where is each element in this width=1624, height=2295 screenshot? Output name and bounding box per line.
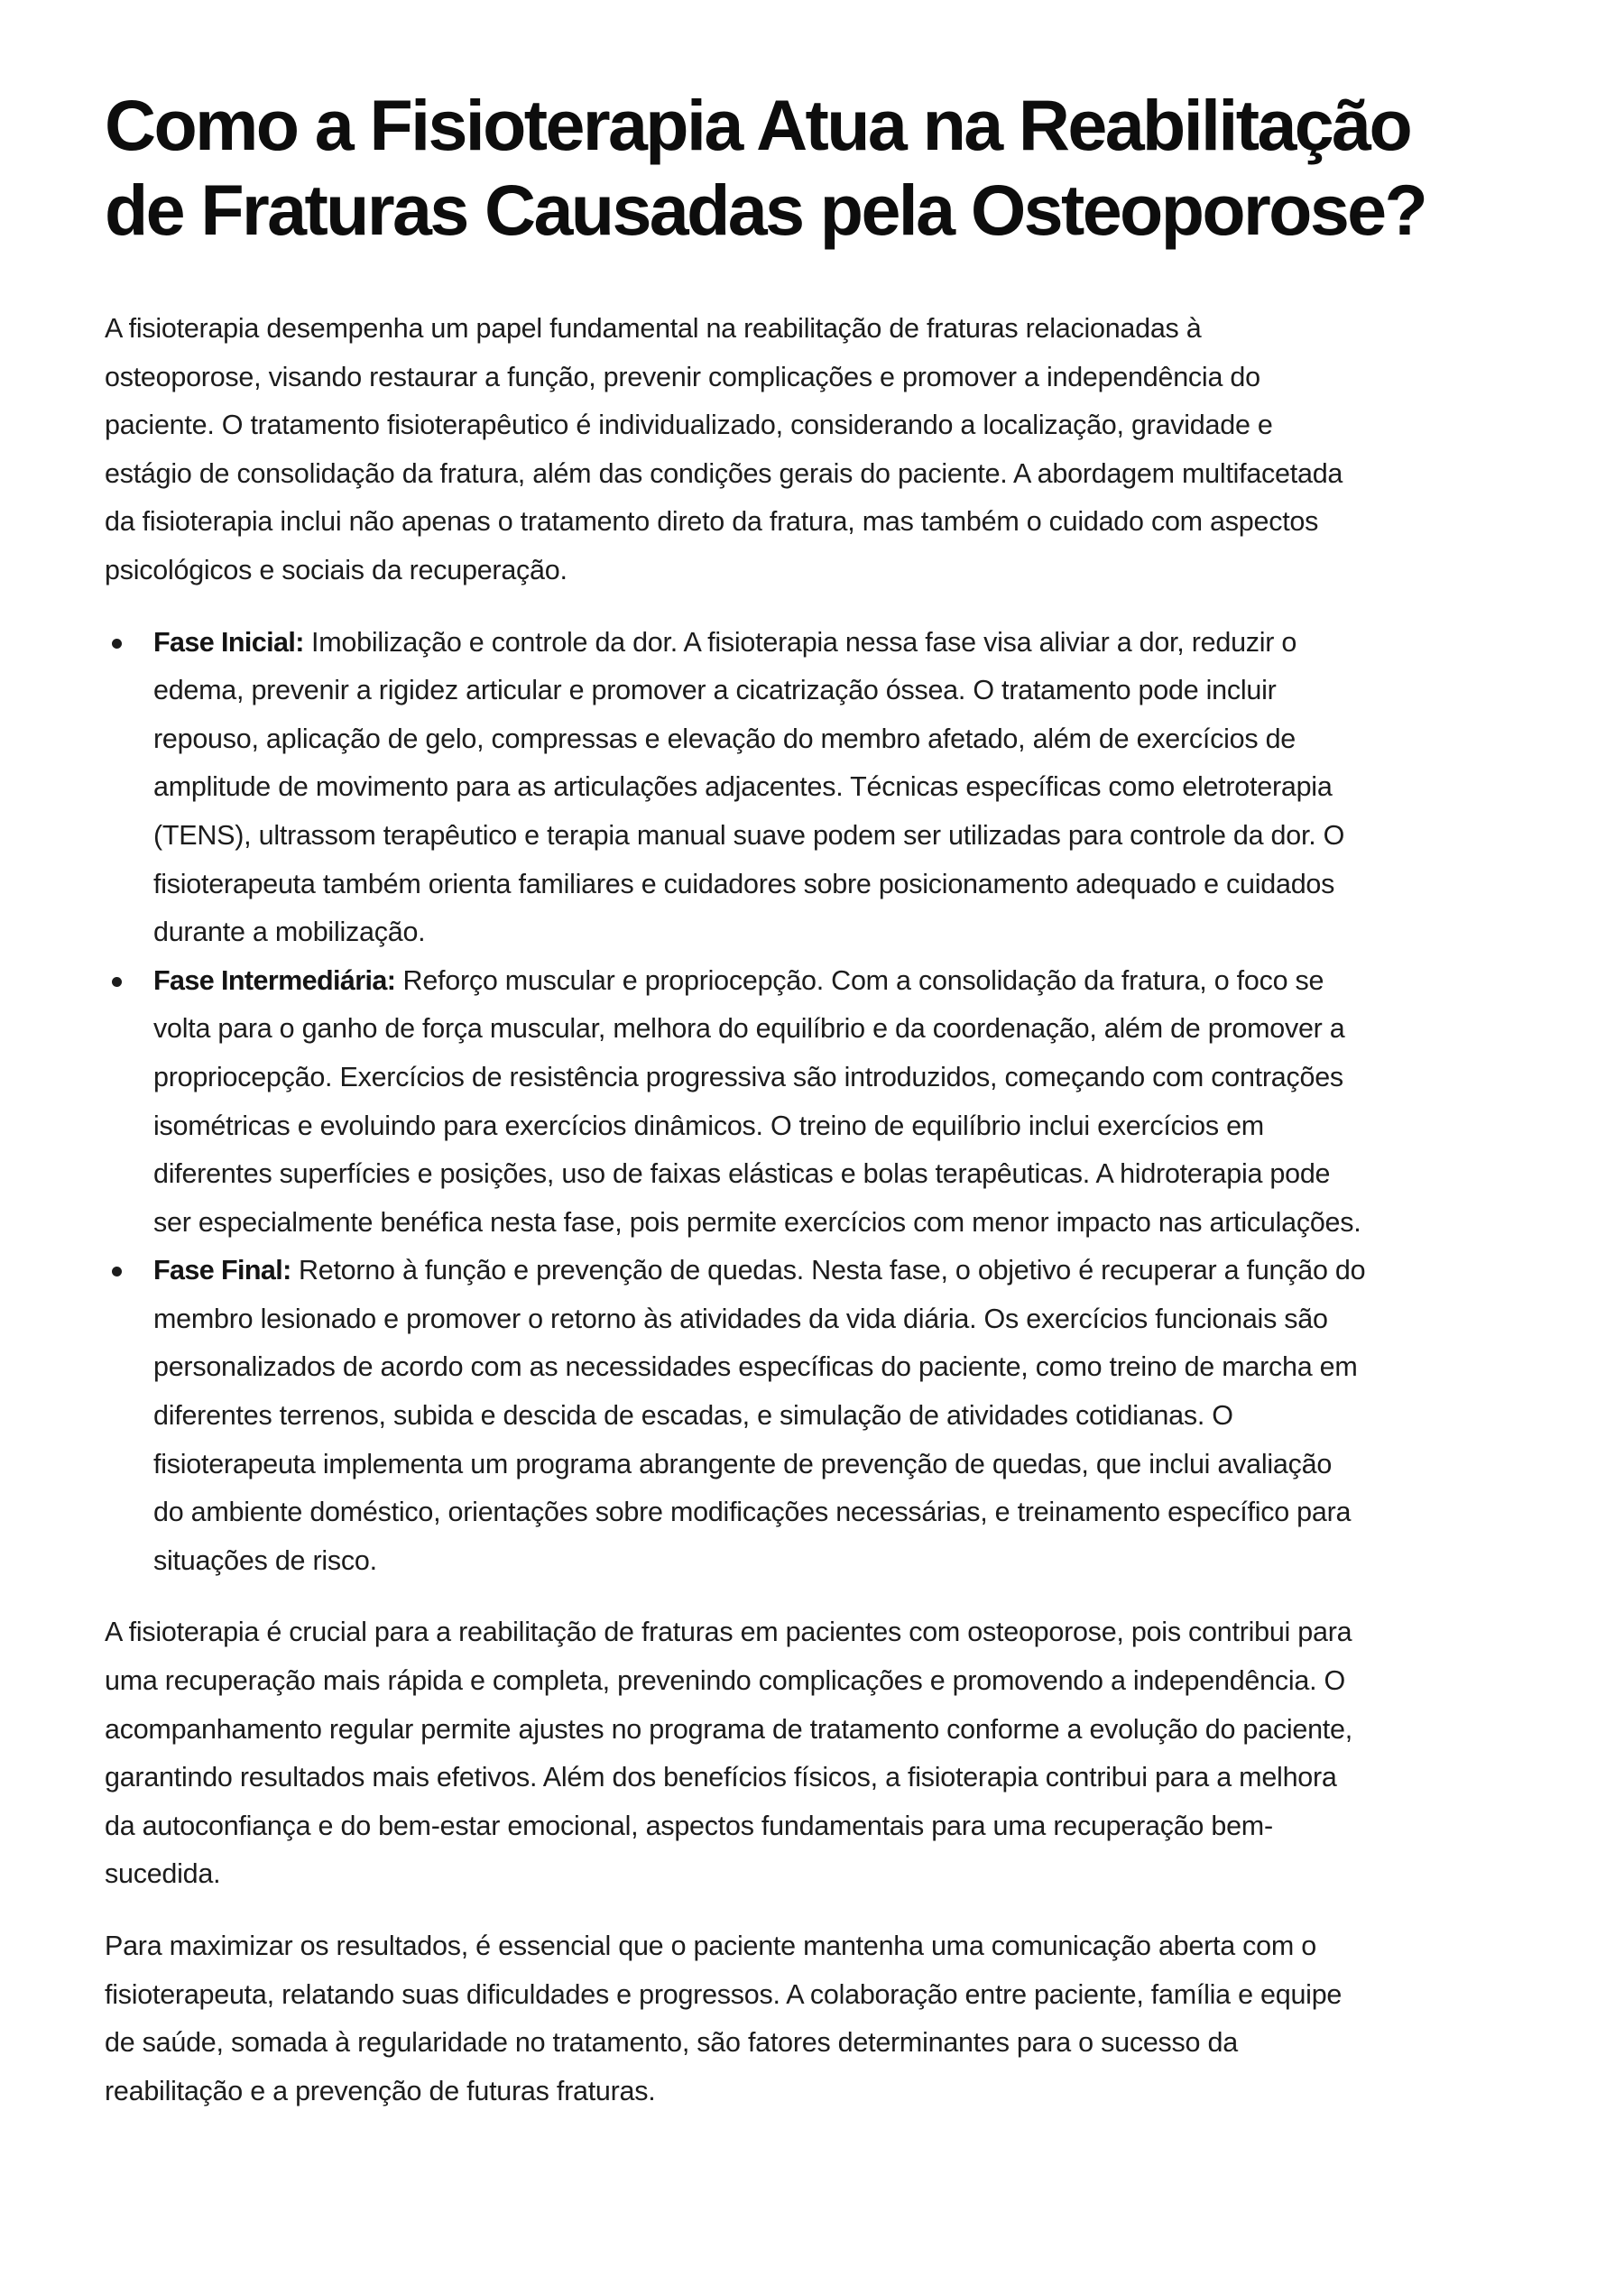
text-line: situações de risco. (153, 1544, 377, 1576)
text-line: acompanhamento regular permite ajustes no programa de tratamento conforme a evolução do paciente, (105, 1713, 1352, 1745)
text-line: diferentes terrenos, subida e descida de escadas, e simulação de atividades cotidianas. O (153, 1400, 1233, 1432)
text-line: reabilitação e a prevenção de futuras fraturas. (105, 2075, 656, 2106)
phase-text (153, 619, 1525, 957)
text-line: osteoporose, visando restaurar a função, prevenir complicações e promover a independência do (105, 361, 1260, 392)
phase-summary: Retorno à função e prevenção de quedas. Nesta fase, o objetivo é recuperar a função do (291, 1255, 1366, 1286)
text-line: fisioterapeuta, relatando suas dificuldades e progressos. A colaboração entre paciente, família e equipe (105, 1978, 1343, 2010)
text-line: estágio de consolidação da fratura, além das condições gerais do paciente. A abordagem multifacetada (105, 457, 1343, 489)
text-line: do ambiente doméstico, orientações sobre modificações necessárias, e treinamento específico para (153, 1497, 1352, 1528)
phase-summary: Imobilização e controle da dor. A fisioterapia nessa fase visa aliviar a dor, reduzir o (303, 626, 1297, 658)
phase-label: Fase Final: (153, 1255, 291, 1286)
text-line: paciente. O tratamento fisioterapêutico é individualizado, considerando a localização, gravidade e (105, 410, 1273, 441)
phase-summary: Reforço muscular e propriocepção. Com a consolidação da fratura, o foco se (395, 964, 1324, 996)
text-line: personalizados de acordo com as necessidades específicas do paciente, como treino de marcha em (153, 1351, 1358, 1383)
text-line: fisioterapeuta também orienta familiares e cuidadores sobre posicionamento adequado e cuidados (153, 868, 1335, 899)
text-line (153, 1247, 1525, 1295)
phase-text (153, 957, 1525, 1248)
phase-label: Fase Inicial: (153, 626, 304, 658)
title-line-2: de Fraturas Causadas pela Osteoporose? (105, 170, 1426, 250)
text-line: psicológicos e sociais da recuperação. (105, 554, 567, 585)
text-line: diferentes superfícies e posições, uso de faixas elásticas e bolas terapêuticas. A hidroterapia pode (153, 1158, 1331, 1190)
text-line: isométricas e evoluindo para exercícios dinâmicos. O treino de equilíbrio inclui exercícios em (153, 1110, 1264, 1141)
text-line: A fisioterapia é crucial para a reabilitação de fraturas em pacientes com osteoporose, pois contribui para (105, 1617, 1352, 1648)
text-line: membro lesionado e promover o retorno às atividades da vida diária. Os exercícios funcionais são (153, 1303, 1328, 1334)
text-line: de saúde, somada à regularidade no tratamento, são fatores determinantes para o sucesso da (105, 2027, 1238, 2059)
closing-paragraph (105, 1922, 1525, 2115)
phase-label: Fase Intermediária: (153, 964, 396, 996)
list-item-fase-final (105, 1247, 1525, 1585)
title-line-1: Como a Fisioterapia Atua na Reabilitação (105, 85, 1411, 165)
page-title (105, 83, 1548, 253)
text-line (153, 619, 1525, 668)
conclusion-paragraph (105, 1608, 1525, 1899)
bullet-icon (112, 639, 122, 649)
phases-list (105, 619, 1525, 1586)
text-line: uma recuperação mais rápida e completa, prevenindo complicações e promovendo a independência. O (105, 1665, 1345, 1697)
text-line: Para maximizar os resultados, é essencial que o paciente mantenha uma comunicação aberta com o (105, 1931, 1316, 1961)
text-line: amplitude de movimento para as articulações adjacentes. Técnicas específicas como eletroterapia (153, 771, 1333, 803)
list-item-fase-intermediaria (105, 957, 1525, 1248)
text-line (153, 957, 1525, 1006)
list-item-fase-inicial (105, 619, 1525, 957)
phase-text (153, 1247, 1525, 1585)
text-line: ser especialmente benéfica nesta fase, pois permite exercícios com menor impacto nas articulações. (153, 1206, 1361, 1238)
text-line: volta para o ganho de força muscular, melhora do equilíbrio e da coordenação, além de promover a (153, 1013, 1345, 1045)
text-line: durante a mobilização. (153, 917, 426, 948)
text-line: da autoconfiança e do bem-estar emocional, aspectos fundamentais para uma recuperação bem- (105, 1810, 1273, 1841)
text-line: fisioterapeuta implementa um programa abrangente de prevenção de quedas, que inclui avaliação (153, 1448, 1333, 1479)
intro-paragraph (105, 305, 1525, 595)
text-line: edema, prevenir a rigidez articular e promover a cicatrização óssea. O tratamento pode incluir (153, 675, 1277, 706)
text-line: sucedida. (105, 1858, 221, 1890)
text-line: (TENS), ultrassom terapêutico e terapia manual suave podem ser utilizadas para controle da dor. O (153, 819, 1345, 851)
text-line: garantindo resultados mais efetivos. Além dos benefícios físicos, a fisioterapia contribui para a melhora (105, 1762, 1337, 1793)
bullet-icon (112, 1267, 122, 1277)
bullet-icon (112, 977, 122, 987)
text-line: propriocepção. Exercícios de resistência progressiva são introduzidos, começando com contrações (153, 1061, 1343, 1092)
text-line: A fisioterapia desempenha um papel fundamental na reabilitação de fraturas relacionadas à (105, 313, 1202, 344)
text-line: da fisioterapia inclui não apenas o tratamento direto da fratura, mas também o cuidado com aspectos (105, 506, 1319, 538)
text-line: repouso, aplicação de gelo, compressas e elevação do membro afetado, além de exercícios de (153, 723, 1296, 754)
